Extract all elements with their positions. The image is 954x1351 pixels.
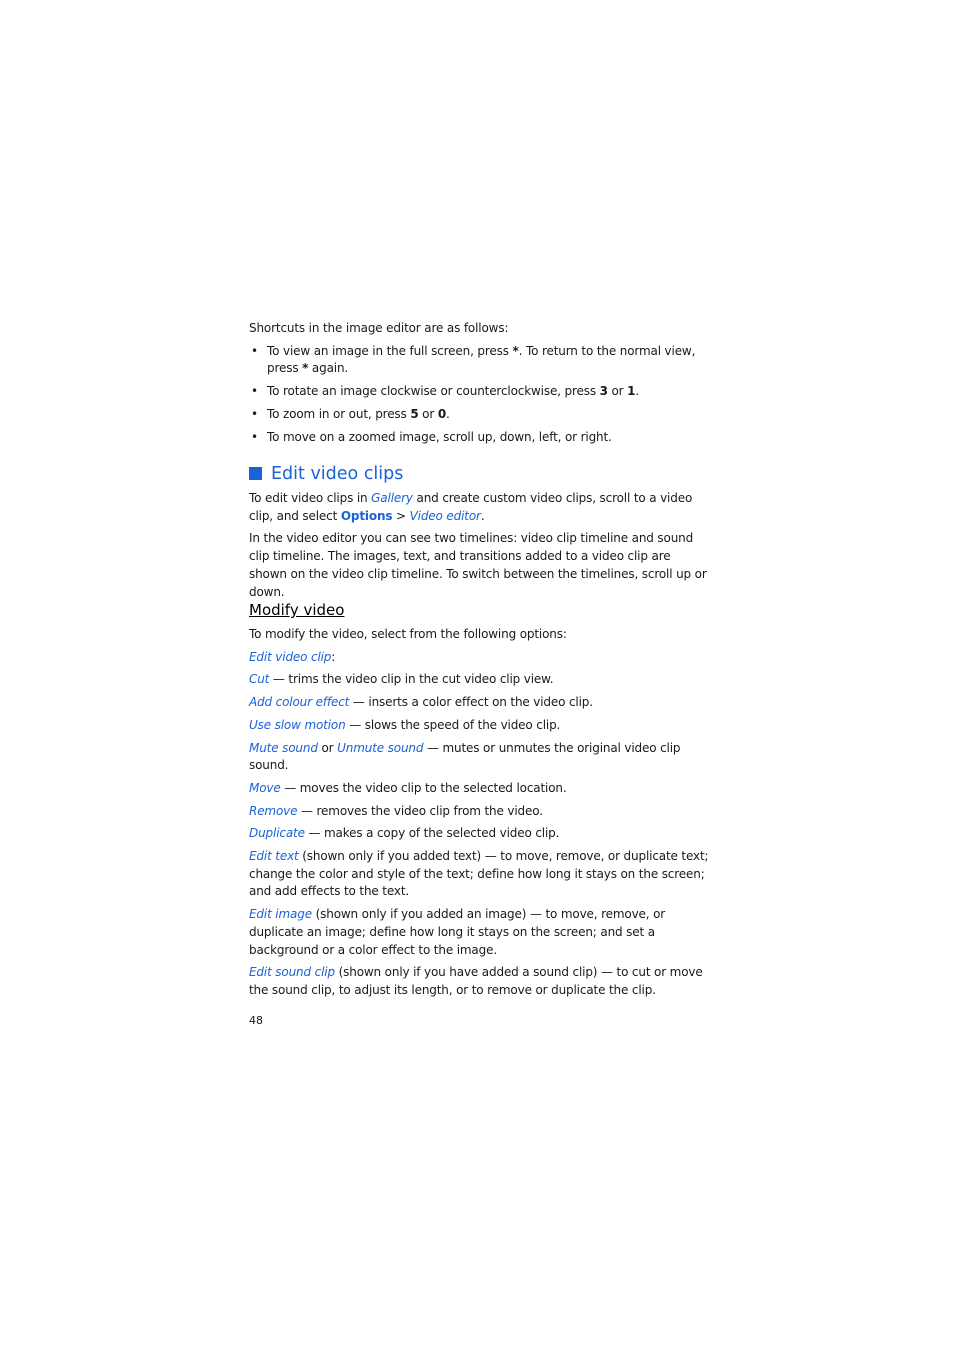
section-heading <box>249 464 403 484</box>
option-mute-sound: Mute sound or Unmute sound — mutes or unmutes the original video clip sound. <box>249 740 681 773</box>
shortcuts-list <box>249 343 709 447</box>
list-item: • To rotate an image clockwise or counterclockwise, press 3 or 1. <box>249 383 709 401</box>
video-editor-link: Video editor <box>409 508 481 523</box>
page-number: 48 <box>249 1014 263 1027</box>
option-remove: Remove — removes the video clip from the video. <box>249 803 543 818</box>
list-item: • To move on a zoomed image, scroll up, down, left, or right. <box>249 429 709 447</box>
option-edit-image: Edit image (shown only if you added an image) — to move, remove, or duplicate an image; define how long it stays on the screen; and set a background or a color effect to the image. <box>249 907 666 957</box>
gallery-link: Gallery <box>371 491 413 505</box>
list-item: • To view an image in the full screen, press *. To return to the normal view, press * again. <box>249 343 709 378</box>
section-title: Edit video clips <box>271 464 404 484</box>
edit-video-clip-label: Edit video clip: <box>249 649 336 664</box>
subsection-title: Modify video <box>249 601 345 619</box>
option-add-colour-effect: Add colour effect — inserts a color effect on the video clip. <box>249 695 593 710</box>
shortcuts-block <box>249 320 709 446</box>
option-move: Move — moves the video clip to the selected location. <box>249 780 567 795</box>
option-duplicate: Duplicate — makes a copy of the selected video clip. <box>249 826 560 841</box>
option-cut: Cut — trims the video clip in the cut video clip view. <box>249 672 554 687</box>
section-body <box>249 490 709 601</box>
square-bullet-icon <box>249 467 262 480</box>
section-paragraph-1: To edit video clips in Gallery and create custom video clips, scroll to a video clip, and select Options > Video editor. <box>249 491 693 523</box>
list-item: • To zoom in or out, press 5 or 0. <box>249 406 709 424</box>
option-slow-motion: Use slow motion — slows the speed of the video clip. <box>249 717 561 732</box>
subsection-body <box>249 626 709 1000</box>
subsection-intro: To modify the video, select from the following options: <box>249 627 567 641</box>
options-label: Options <box>340 508 393 523</box>
option-edit-text: Edit text (shown only if you added text) — to move, remove, or duplicate text; change the color and style of the text; define how long it stays on the screen; and add effects to the text. <box>249 849 709 899</box>
section-paragraph-2: In the video editor you can see two timelines: video clip timeline and sound clip timeline. The images, text, and transitions added to a video clip are shown on the video clip timeline. To switch between the timelines, scroll up or down. <box>249 531 707 599</box>
shortcuts-intro: Shortcuts in the image editor are as follows: <box>249 321 509 335</box>
option-edit-sound-clip: Edit sound clip (shown only if you have added a sound clip) — to cut or move the sound clip, to adjust its length, or to remove or duplicate the clip. <box>249 965 703 997</box>
